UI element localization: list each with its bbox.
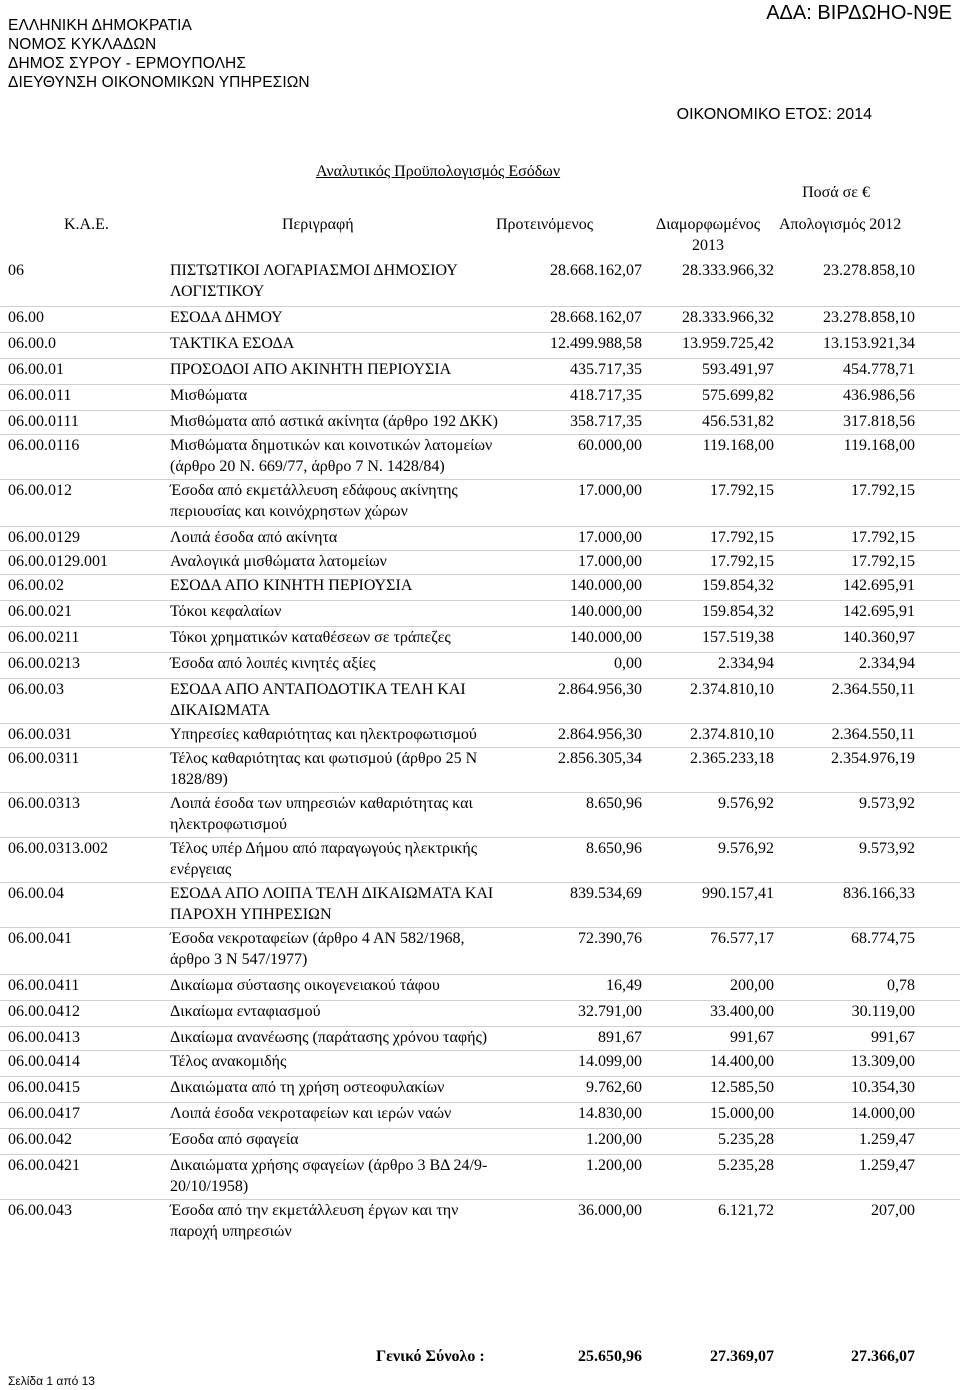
table-row xyxy=(0,384,960,410)
proposed-amount: 418.717,35 xyxy=(570,387,642,404)
actual-amount: 836.166,33 xyxy=(843,885,915,902)
kae-code: 06.00.04 xyxy=(8,885,64,902)
actual-amount: 2.364.550,11 xyxy=(831,726,915,743)
actual-amount: 14.000,00 xyxy=(851,1105,915,1122)
actual-amount: 142.695,91 xyxy=(843,577,915,594)
revised-amount: 9.576,92 xyxy=(718,795,774,812)
actual-amount: 13.309,00 xyxy=(851,1053,915,1070)
row-description: Έσοδα από την εκμετάλλευση έργων και την παροχή υπηρεσιών xyxy=(170,1202,459,1240)
proposed-amount: 14.099,00 xyxy=(578,1053,642,1070)
row-description: Δικαιώματα χρήσης σφαγείων (άρθρο 3 ΒΔ 24/9-20/10/1958) xyxy=(170,1157,488,1195)
kae-code: 06.00.0129.001 xyxy=(8,553,108,570)
issuer-line: ΝΟΜΟΣ ΚΥΚΛΑΔΩΝ xyxy=(8,36,157,53)
revised-amount: 593.491,97 xyxy=(702,361,774,378)
proposed-amount: 28.668.162,07 xyxy=(550,309,642,326)
proposed-amount: 0,00 xyxy=(614,655,642,672)
proposed-amount: 140.000,00 xyxy=(570,603,642,620)
actual-amount: 454.778,71 xyxy=(843,361,915,378)
proposed-amount: 435.717,35 xyxy=(570,361,642,378)
kae-code: 06.00.0415 xyxy=(8,1079,80,1096)
row-description: Αναλογικά μισθώματα λατομείων xyxy=(170,553,387,570)
table-row xyxy=(0,1128,960,1154)
actual-amount: 2.364.550,11 xyxy=(831,681,915,698)
table-row xyxy=(0,678,960,723)
row-description: Λοιπά έσοδα νεκροταφείων και ιερών ναών xyxy=(170,1105,452,1122)
table-row xyxy=(0,974,960,1000)
proposed-amount: 140.000,00 xyxy=(570,577,642,594)
proposed-amount: 2.864.956,30 xyxy=(558,681,642,698)
actual-amount: 140.360,97 xyxy=(843,629,915,646)
revised-amount: 990.157,41 xyxy=(702,885,774,902)
revised-amount: 76.577,17 xyxy=(710,930,774,947)
kae-code: 06.00.041 xyxy=(8,930,72,947)
revised-amount: 28.333.966,32 xyxy=(682,262,774,279)
column-header-description: Περιγραφή xyxy=(282,216,354,233)
revised-amount: 6.121,72 xyxy=(718,1202,774,1219)
table-row xyxy=(0,358,960,384)
table-row xyxy=(0,260,960,306)
actual-amount: 142.695,91 xyxy=(843,603,915,620)
row-description: Δικαίωμα ενταφιασμού xyxy=(170,1003,321,1020)
revised-amount: 9.576,92 xyxy=(718,840,774,857)
proposed-amount: 140.000,00 xyxy=(570,629,642,646)
revised-amount: 13.959.725,42 xyxy=(682,335,774,352)
table-row xyxy=(0,479,960,526)
proposed-amount: 8.650,96 xyxy=(586,840,642,857)
row-description: ΤΑΚΤΙΚΑ ΕΣΟΔΑ xyxy=(170,335,295,352)
kae-code: 06.00.0412 xyxy=(8,1003,80,1020)
column-header-actual: Απολογισμός 2012 xyxy=(779,216,902,233)
actual-amount: 68.774,75 xyxy=(851,930,915,947)
actual-amount: 9.573,92 xyxy=(859,795,915,812)
revised-amount: 17.792,15 xyxy=(710,529,774,546)
actual-amount: 30.119,00 xyxy=(851,1003,915,1020)
table-row xyxy=(0,1102,960,1128)
row-description: ΕΣΟΔΑ ΑΠΟ ΛΟΙΠΑ ΤΕΛΗ ΔΙΚΑΙΩΜΑΤΑ ΚΑΙ ΠΑΡΟΧΗ ΥΠΗΡΕΣΙΩΝ xyxy=(170,885,494,923)
row-description: Δικαίωμα σύστασης οικογενειακού τάφου xyxy=(170,977,440,994)
column-header-revised: Διαμορφωμένος 2013 xyxy=(655,216,761,254)
proposed-amount: 28.668.162,07 xyxy=(550,262,642,279)
table-row xyxy=(0,574,960,600)
revised-amount: 14.400,00 xyxy=(710,1053,774,1070)
proposed-amount: 12.499.988,58 xyxy=(550,335,642,352)
ada-code: ΑΔΑ: ΒΙΡΔΩΗΟ-Ν9Ε xyxy=(766,2,952,24)
document-title: Αναλυτικός Προϋπολογισμός Εσόδων xyxy=(316,163,561,180)
proposed-amount: 2.864.956,30 xyxy=(558,726,642,743)
kae-code: 06.00.0413 xyxy=(8,1029,80,1046)
table-row xyxy=(0,332,960,358)
actual-amount: 2.334,94 xyxy=(859,655,915,672)
row-description: Υπηρεσίες καθαριότητας και ηλεκτροφωτισμού xyxy=(170,726,477,743)
grand-total-proposed: 25.650,96 xyxy=(578,1348,642,1365)
actual-amount: 317.818,56 xyxy=(843,413,915,430)
column-header-code: Κ.Α.Ε. xyxy=(64,216,109,233)
row-description: Έσοδα από σφαγεία xyxy=(170,1131,299,1148)
issuer-line: ΔΗΜΟΣ ΣΥΡΟΥ - ΕΡΜΟΥΠΟΛΗΣ xyxy=(8,55,247,72)
actual-amount: 17.792,15 xyxy=(851,529,915,546)
page-number: Σελίδα 1 από 13 xyxy=(8,1374,95,1388)
revenue-table xyxy=(0,260,960,1244)
kae-code: 06.00.021 xyxy=(8,603,72,620)
proposed-amount: 8.650,96 xyxy=(586,795,642,812)
actual-amount: 17.792,15 xyxy=(851,553,915,570)
revised-amount: 2.334,94 xyxy=(718,655,774,672)
actual-amount: 207,00 xyxy=(871,1202,915,1219)
proposed-amount: 36.000,00 xyxy=(578,1202,642,1219)
row-description: Λοιπά έσοδα των υπηρεσιών καθαριότητας και ηλεκτροφωτισμού xyxy=(170,795,473,833)
row-description: Μισθώματα δημοτικών και κοινοτικών λατομείων (άρθρο 20 Ν. 669/77, άρθρο 7 Ν. 1428/84) xyxy=(170,437,493,475)
proposed-amount: 9.762,60 xyxy=(586,1079,642,1096)
proposed-amount: 72.390,76 xyxy=(578,930,642,947)
row-description: Τέλος καθαριότητας και φωτισμού (άρθρο 25 Ν 1828/89) xyxy=(170,750,478,788)
kae-code: 06.00.02 xyxy=(8,577,64,594)
revised-amount: 2.365.233,18 xyxy=(690,750,774,767)
revised-amount: 456.531,82 xyxy=(702,413,774,430)
revised-amount: 33.400,00 xyxy=(710,1003,774,1020)
row-description: ΕΣΟΔΑ ΑΠΟ ΚΙΝΗΤΗ ΠΕΡΙΟΥΣΙΑ xyxy=(170,577,413,594)
proposed-amount: 32.791,00 xyxy=(578,1003,642,1020)
actual-amount: 13.153.921,34 xyxy=(823,335,915,352)
kae-code: 06.00.0421 xyxy=(8,1157,80,1174)
column-header-proposed: Προτεινόμενος xyxy=(496,216,594,233)
currency-unit: Ποσά σε € xyxy=(802,184,870,201)
revised-amount: 159.854,32 xyxy=(702,577,774,594)
proposed-amount: 1.200,00 xyxy=(586,1157,642,1174)
proposed-amount: 17.000,00 xyxy=(578,529,642,546)
proposed-amount: 839.534,69 xyxy=(570,885,642,902)
kae-code: 06.00.0311 xyxy=(8,750,80,767)
row-description: ΕΣΟΔΑ ΔΗΜΟΥ xyxy=(170,309,283,326)
table-row xyxy=(0,626,960,652)
kae-code: 06.00.012 xyxy=(8,482,72,499)
kae-code: 06.00.0116 xyxy=(8,437,80,454)
kae-code: 06.00.0129 xyxy=(8,529,80,546)
kae-code: 06.00.0313 xyxy=(8,795,80,812)
table-row xyxy=(0,1026,960,1050)
table-row xyxy=(0,927,960,974)
row-description: Έσοδα από εκμετάλλευση εδάφους ακίνητης περιουσίας και κοινόχρηστων χώρων xyxy=(170,482,458,520)
table-row xyxy=(0,792,960,837)
revised-amount: 575.699,82 xyxy=(702,387,774,404)
kae-code: 06 xyxy=(8,262,24,279)
row-description: Τέλος ανακομιδής xyxy=(170,1053,287,1070)
table-row xyxy=(0,306,960,332)
row-description: ΠΡΟΣΟΔΟΙ ΑΠΟ ΑΚΙΝΗΤΗ ΠΕΡΙΟΥΣΙΑ xyxy=(170,361,452,378)
row-description: ΕΣΟΔΑ ΑΠΟ ΑΝΤΑΠΟΔΟΤΙΚΑ ΤΕΛΗ ΚΑΙ ΔΙΚΑΙΩΜΑΤΑ xyxy=(170,681,466,719)
table-row xyxy=(0,550,960,574)
actual-amount: 17.792,15 xyxy=(851,482,915,499)
row-description: Έσοδα νεκροταφείων (άρθρο 4 ΑΝ 582/1968, άρθρο 3 Ν 547/1977) xyxy=(170,930,465,968)
revised-amount: 12.585,50 xyxy=(710,1079,774,1096)
row-description: Δικαίωμα ανανέωσης (παράτασης χρόνου ταφής) xyxy=(170,1029,488,1046)
revised-amount: 2.374.810,10 xyxy=(690,726,774,743)
row-description: Τέλος υπέρ Δήμου από παραγωγούς ηλεκτρικής ενέργειας xyxy=(170,840,478,878)
table-row xyxy=(0,600,960,626)
revised-amount: 157.519,38 xyxy=(702,629,774,646)
revised-amount: 15.000,00 xyxy=(710,1105,774,1122)
actual-amount: 991,67 xyxy=(871,1029,915,1046)
actual-amount: 23.278.858,10 xyxy=(823,262,915,279)
revised-amount: 28.333.966,32 xyxy=(682,309,774,326)
revised-amount: 200,00 xyxy=(730,977,774,994)
actual-amount: 119.168,00 xyxy=(843,437,915,454)
table-row xyxy=(0,837,960,882)
row-description: Μισθώματα xyxy=(170,387,248,404)
table-row xyxy=(0,1076,960,1102)
actual-amount: 0,78 xyxy=(887,977,915,994)
revised-amount: 159.854,32 xyxy=(702,603,774,620)
revised-amount: 17.792,15 xyxy=(710,482,774,499)
actual-amount: 1.259,47 xyxy=(859,1131,915,1148)
actual-amount: 9.573,92 xyxy=(859,840,915,857)
issuer-header xyxy=(8,16,310,92)
grand-total-label: Γενικό Σύνολο : xyxy=(376,1348,485,1365)
row-description: Τόκοι χρηματικών καταθέσεων σε τράπεζες xyxy=(170,629,451,646)
kae-code: 06.00.031 xyxy=(8,726,72,743)
kae-code: 06.00.0411 xyxy=(8,977,80,994)
proposed-amount: 14.830,00 xyxy=(578,1105,642,1122)
table-row xyxy=(0,434,960,479)
fiscal-year: ΟΙΚΟΝΟΜΙΚΟ ΕΤΟΣ: 2014 xyxy=(676,106,872,123)
row-description: Τόκοι κεφαλαίων xyxy=(170,603,282,620)
kae-code: 06.00.0213 xyxy=(8,655,80,672)
table-row xyxy=(0,747,960,792)
proposed-amount: 1.200,00 xyxy=(586,1131,642,1148)
revised-amount: 17.792,15 xyxy=(710,553,774,570)
actual-amount: 2.354.976,19 xyxy=(831,750,915,767)
row-description: ΠΙΣΤΩΤΙΚΟΙ ΛΟΓΑΡΙΑΣΜΟΙ ΔΗΜΟΣΙΟΥ ΛΟΓΙΣΤΙΚΟΥ xyxy=(170,262,458,300)
grand-total-revised: 27.369,07 xyxy=(710,1348,774,1365)
proposed-amount: 358.717,35 xyxy=(570,413,642,430)
kae-code: 06.00.0417 xyxy=(8,1105,80,1122)
table-row xyxy=(0,410,960,434)
table-row xyxy=(0,526,960,550)
proposed-amount: 891,67 xyxy=(598,1029,642,1046)
kae-code: 06.00.0414 xyxy=(8,1053,80,1070)
proposed-amount: 2.856.305,34 xyxy=(558,750,642,767)
kae-code: 06.00 xyxy=(8,309,44,326)
table-row xyxy=(0,882,960,927)
kae-code: 06.00.0111 xyxy=(8,413,79,430)
table-row xyxy=(0,1000,960,1026)
revised-amount: 991,67 xyxy=(730,1029,774,1046)
revised-amount: 119.168,00 xyxy=(702,437,774,454)
grand-total-actual: 27.366,07 xyxy=(851,1348,915,1365)
table-row xyxy=(0,1199,960,1244)
actual-amount: 10.354,30 xyxy=(851,1079,915,1096)
row-description: Δικαιώματα από τη χρήση οστεοφυλακίων xyxy=(170,1079,445,1096)
revised-amount: 2.374.810,10 xyxy=(690,681,774,698)
actual-amount: 23.278.858,10 xyxy=(823,309,915,326)
proposed-amount: 17.000,00 xyxy=(578,482,642,499)
kae-code: 06.00.01 xyxy=(8,361,64,378)
kae-code: 06.00.03 xyxy=(8,681,64,698)
proposed-amount: 17.000,00 xyxy=(578,553,642,570)
kae-code: 06.00.011 xyxy=(8,387,72,404)
kae-code: 06.00.042 xyxy=(8,1131,72,1148)
row-description: Έσοδα από λοιπές κινητές αξίες xyxy=(170,655,376,672)
kae-code: 06.00.0313.002 xyxy=(8,840,108,857)
proposed-amount: 60.000,00 xyxy=(578,437,642,454)
issuer-line: ΔΙΕΥΘΥΝΣΗ ΟΙΚΟΝΟΜΙΚΩΝ ΥΠΗΡΕΣΙΩΝ xyxy=(8,74,310,91)
row-description: Μισθώματα από αστικά ακίνητα (άρθρο 192 ΔΚΚ) xyxy=(170,413,498,430)
kae-code: 06.00.0 xyxy=(8,335,56,352)
table-row xyxy=(0,723,960,747)
row-description: Λοιπά έσοδα από ακίνητα xyxy=(170,529,338,546)
table-row xyxy=(0,652,960,678)
actual-amount: 1.259,47 xyxy=(859,1157,915,1174)
kae-code: 06.00.0211 xyxy=(8,629,80,646)
kae-code: 06.00.043 xyxy=(8,1202,72,1219)
actual-amount: 436.986,56 xyxy=(843,387,915,404)
revised-amount: 5.235,28 xyxy=(718,1131,774,1148)
issuer-line: ΕΛΛΗΝΙΚΗ ΔΗΜΟΚΡΑΤΙΑ xyxy=(8,17,192,34)
table-row xyxy=(0,1050,960,1076)
proposed-amount: 16,49 xyxy=(606,977,642,994)
table-row xyxy=(0,1154,960,1199)
revised-amount: 5.235,28 xyxy=(718,1157,774,1174)
